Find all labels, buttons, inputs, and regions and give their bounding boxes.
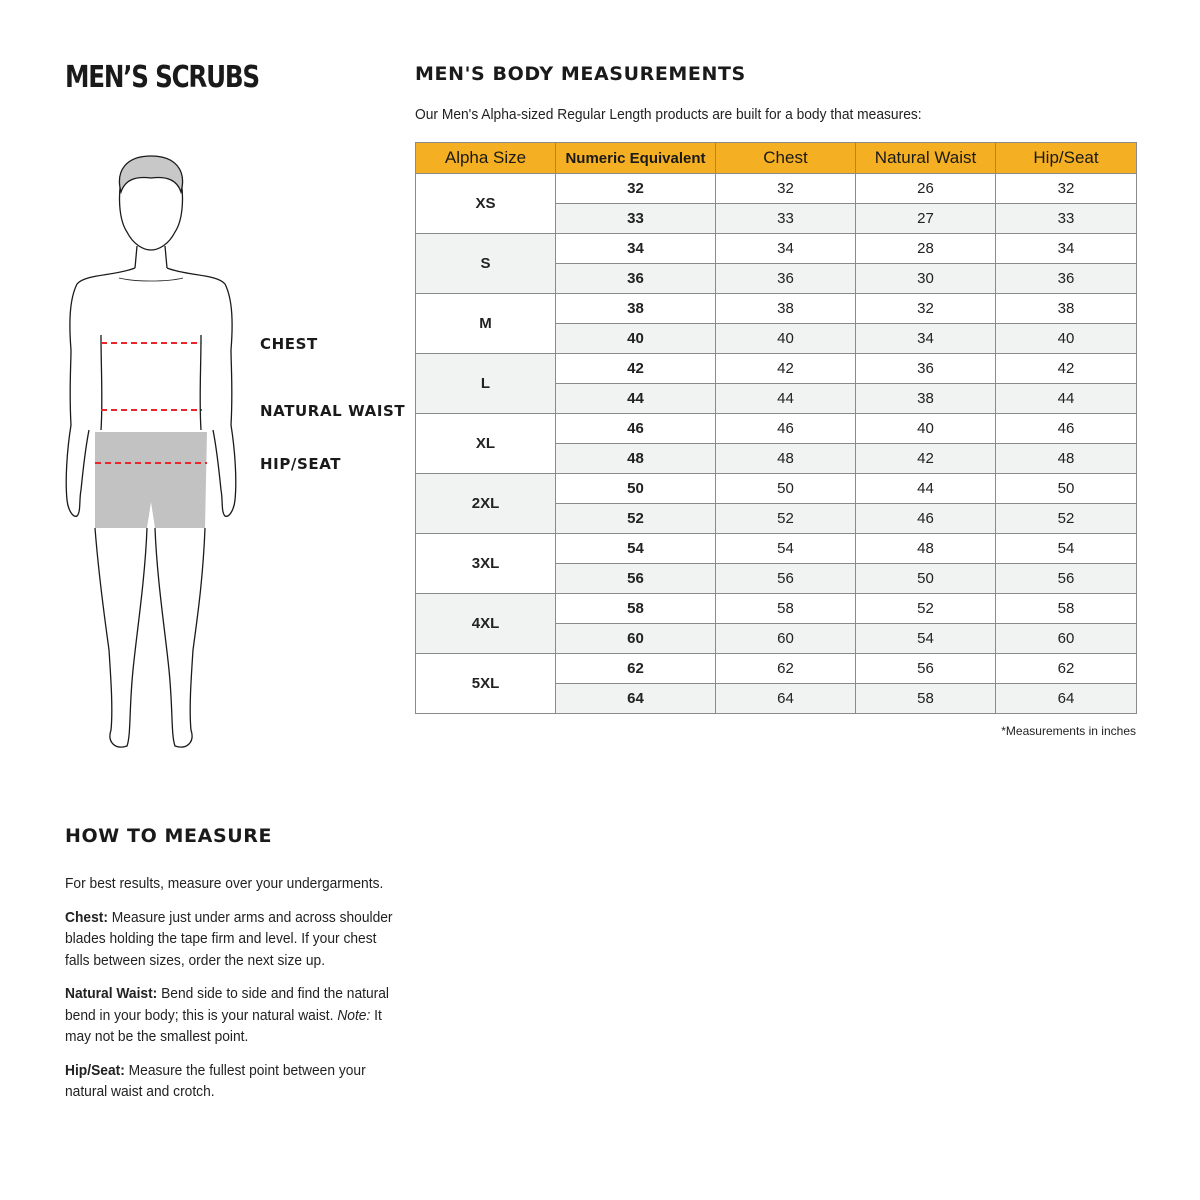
howto-hip — [65, 1060, 396, 1103]
howto-chest-text: Measure just under arms and across shoulder blades holding the tape firm and level. If your chest falls between sizes, order the next size up. — [65, 908, 393, 969]
legs-outline — [95, 528, 205, 747]
table-row — [416, 414, 1137, 444]
natural-waist-cell: 52 — [856, 594, 996, 624]
body-measurements-intro: Our Men's Alpha-sized Regular Length products are built for a body that measures: — [415, 106, 922, 123]
numeric-cell: 58 — [556, 594, 716, 624]
natural-waist-cell: 44 — [856, 474, 996, 504]
page-title: MEN’S SCRUBS — [65, 60, 259, 95]
how-to-measure-title: HOW TO MEASURE — [65, 825, 273, 847]
table-row — [416, 174, 1137, 204]
header-chest: Chest — [716, 143, 856, 174]
chest-cell: 32 — [716, 174, 856, 204]
numeric-cell: 38 — [556, 294, 716, 324]
chest-cell: 33 — [716, 204, 856, 234]
numeric-cell: 40 — [556, 324, 716, 354]
table-row — [416, 234, 1137, 264]
natural-waist-cell: 54 — [856, 624, 996, 654]
header-natural-waist: Natural Waist — [856, 143, 996, 174]
chest-cell: 42 — [716, 354, 856, 384]
hip-seat-cell: 60 — [996, 624, 1137, 654]
howto-hip-text: Measure the fullest point between your natural waist and crotch. — [65, 1061, 366, 1100]
hip-seat-cell: 42 — [996, 354, 1137, 384]
numeric-cell: 54 — [556, 534, 716, 564]
table-row — [416, 594, 1137, 624]
numeric-cell: 44 — [556, 384, 716, 414]
numeric-cell: 50 — [556, 474, 716, 504]
header-numeric-equivalent: Numeric Equivalent — [556, 143, 716, 174]
natural-waist-cell: 26 — [856, 174, 996, 204]
chest-cell: 56 — [716, 564, 856, 594]
hip-seat-cell: 44 — [996, 384, 1137, 414]
hip-seat-cell: 54 — [996, 534, 1137, 564]
howto-waist — [65, 983, 396, 1048]
hip-seat-cell: 50 — [996, 474, 1137, 504]
natural-waist-cell: 56 — [856, 654, 996, 684]
hip-seat-label: HIP/SEAT — [260, 455, 342, 473]
numeric-cell: 52 — [556, 504, 716, 534]
howto-waist-note-label: Note: — [337, 1006, 371, 1024]
hip-seat-cell: 56 — [996, 564, 1137, 594]
hip-seat-cell: 38 — [996, 294, 1137, 324]
natural-waist-cell: 32 — [856, 294, 996, 324]
table-row — [416, 474, 1137, 504]
numeric-cell: 34 — [556, 234, 716, 264]
alpha-size-cell: XS — [416, 174, 556, 234]
chest-cell: 64 — [716, 684, 856, 714]
natural-waist-cell: 50 — [856, 564, 996, 594]
alpha-size-cell: L — [416, 354, 556, 414]
alpha-size-cell: 3XL — [416, 534, 556, 594]
table-row — [416, 534, 1137, 564]
natural-waist-cell: 36 — [856, 354, 996, 384]
howto-chest-label: Chest: — [65, 908, 108, 926]
chest-cell: 58 — [716, 594, 856, 624]
hip-seat-cell: 33 — [996, 204, 1137, 234]
alpha-size-cell: M — [416, 294, 556, 354]
hair — [119, 156, 182, 192]
alpha-size-cell: 4XL — [416, 594, 556, 654]
hip-seat-cell: 58 — [996, 594, 1137, 624]
chest-cell: 34 — [716, 234, 856, 264]
chest-label: CHEST — [260, 335, 318, 353]
hip-seat-cell: 48 — [996, 444, 1137, 474]
alpha-size-cell: XL — [416, 414, 556, 474]
hip-seat-cell: 52 — [996, 504, 1137, 534]
table-row — [416, 654, 1137, 684]
hip-seat-cell: 62 — [996, 654, 1137, 684]
numeric-cell: 42 — [556, 354, 716, 384]
chest-cell: 40 — [716, 324, 856, 354]
table-header-row — [416, 143, 1137, 174]
alpha-size-cell: 2XL — [416, 474, 556, 534]
chest-cell: 38 — [716, 294, 856, 324]
table-row — [416, 354, 1137, 384]
numeric-cell: 33 — [556, 204, 716, 234]
alpha-size-cell: S — [416, 234, 556, 294]
hip-seat-cell: 64 — [996, 684, 1137, 714]
numeric-cell: 48 — [556, 444, 716, 474]
table-row — [416, 294, 1137, 324]
body-measurements-title: MEN'S BODY MEASUREMENTS — [415, 63, 746, 85]
natural-waist-cell: 46 — [856, 504, 996, 534]
howto-chest — [65, 907, 396, 972]
natural-waist-cell: 48 — [856, 534, 996, 564]
hip-seat-cell: 36 — [996, 264, 1137, 294]
chest-cell: 50 — [716, 474, 856, 504]
numeric-cell: 60 — [556, 624, 716, 654]
howto-hip-label: Hip/Seat: — [65, 1061, 125, 1079]
numeric-cell: 62 — [556, 654, 716, 684]
size-chart-table — [415, 142, 1137, 714]
chest-cell: 52 — [716, 504, 856, 534]
natural-waist-cell: 30 — [856, 264, 996, 294]
natural-waist-cell: 42 — [856, 444, 996, 474]
numeric-cell: 64 — [556, 684, 716, 714]
howto-intro: For best results, measure over your undergarments. — [65, 875, 384, 892]
natural-waist-cell: 58 — [856, 684, 996, 714]
header-hip-seat: Hip/Seat — [996, 143, 1137, 174]
natural-waist-cell: 34 — [856, 324, 996, 354]
hip-seat-cell: 34 — [996, 234, 1137, 264]
hip-seat-cell: 32 — [996, 174, 1137, 204]
alpha-size-cell: 5XL — [416, 654, 556, 714]
body-figure — [55, 150, 255, 770]
chest-cell: 44 — [716, 384, 856, 414]
natural-waist-cell: 40 — [856, 414, 996, 444]
numeric-cell: 36 — [556, 264, 716, 294]
chest-cell: 60 — [716, 624, 856, 654]
how-to-measure-text — [65, 873, 396, 1115]
chest-cell: 36 — [716, 264, 856, 294]
numeric-cell: 46 — [556, 414, 716, 444]
chest-cell: 62 — [716, 654, 856, 684]
natural-waist-cell: 38 — [856, 384, 996, 414]
chest-cell: 48 — [716, 444, 856, 474]
torso-outline — [70, 268, 232, 425]
numeric-cell: 56 — [556, 564, 716, 594]
natural-waist-cell: 27 — [856, 204, 996, 234]
hip-seat-cell: 40 — [996, 324, 1137, 354]
howto-waist-label: Natural Waist: — [65, 985, 158, 1002]
howto-waist-text: Bend side to side and find the natural bend in your body; this is your natural waist. — [65, 985, 389, 1024]
numeric-cell: 32 — [556, 174, 716, 204]
hip-seat-cell: 46 — [996, 414, 1137, 444]
chest-cell: 54 — [716, 534, 856, 564]
natural-waist-label: NATURAL WAIST — [260, 402, 406, 420]
header-alpha-size: Alpha Size — [416, 143, 556, 174]
shorts — [95, 432, 207, 528]
measurements-footnote: *Measurements in inches — [1001, 724, 1136, 738]
chest-cell: 46 — [716, 414, 856, 444]
howto-waist-note-text: It may not be the smallest point. — [65, 1006, 382, 1045]
natural-waist-cell: 28 — [856, 234, 996, 264]
